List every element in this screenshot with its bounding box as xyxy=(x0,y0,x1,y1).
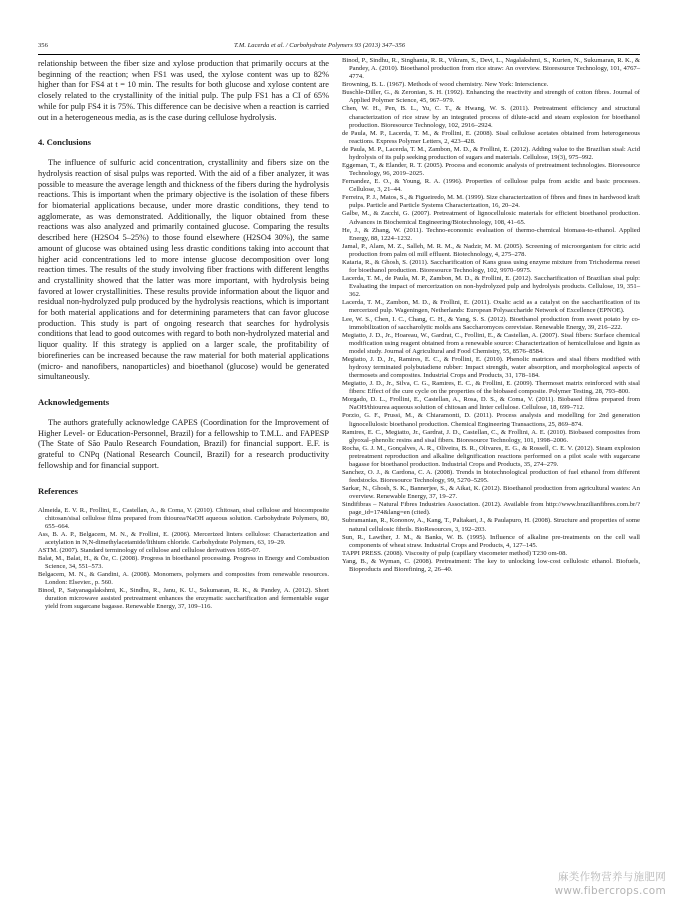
reference-item: He, J., & Zhang, W. (2011). Techno-economic evaluation of thermo-chemical biomass-to-ethanol. Applied Energy, 88, 1224–1232. xyxy=(342,226,640,242)
right-column xyxy=(342,57,640,574)
reference-item: Browning, B. L. (1967). Methods of wood chemistry. New York: Interscience. xyxy=(342,81,549,89)
reference-list-left xyxy=(38,507,329,612)
reference-item: Megiatto, J. D., Jr., Ramires, E. C., & Frollini, E. (2010). Phenolic matrices and sisal fibers modified with hydroxy terminated polybutadiene rubber: Impact strength, water absorption, and morphological aspects of thermosets and composites. Industrial Crops and Products, 31, 178–184. xyxy=(342,355,640,380)
reference-item: Sarkar, N., Ghosh, S. K., Bannerjee, S., & Aikat, K. (2012). Bioethanol production from agricultural wastes: An overview. Renewable Energy, 37, 19–27. xyxy=(342,485,640,501)
reference-item: TAPPI PRESS. (2008). Viscosity of pulp (capillary viscometer method) T230 om-08. xyxy=(342,549,568,557)
reference-item: Chen, W. H., Pen, B. L., Yu, C. T., & Hwang, W. S. (2011). Pretreatment efficiency and structural characterization of rice straw by an integrated process of dilute-acid and steam explosion for bioethanol production. Bioresource Technology, 102, 2916–2924. xyxy=(342,105,640,129)
reference-item: Eggeman, T., & Elander, R. T. (2005). Process and economic analysis of pretreatment technologies. Bioresource Technology, 96, 2019–2025. xyxy=(342,162,640,178)
reference-item: Sun, R., Lawther, J. M., & Banks, W. B. (1995). Influence of alkaline pre-treatments on the cell wall components of wheat straw. Industrial Crops and Products, 4, 127–145. xyxy=(342,533,640,549)
reference-item: Lacerda, T. M., de Paula, M. P., Zambon, M. D., & Frollini, E. (2012). Saccharification of Brazilian sisal pulp: Evaluating the impact of mercerization on non-hydrolyzed pulp and hydrolysis products. Cellulose, 19, 351–362. xyxy=(342,275,640,299)
reference-item: de Paula, M. P., Lacerda, T. M., Zambon, M. D., & Frollini, E. (2012). Adding value to the Brazilian sisal: Acid hydrolysis of its pulp seeking production of sugars and materials. Cellulose, 19(3), 975–992. xyxy=(342,145,640,161)
page-number: 356 xyxy=(38,42,48,49)
reference-item: Binod, P., Satyanagalakshmi, K., Sindhu, R., Janu, K. U., Sukumaran, R. K., & Pandey, A. (2012). Short duration microwave assisted pretreatment enhances the enzymatic saccharification and fermentable sugar yield from sugarcane bagasse. Renewable Energy, 37, 109–116. xyxy=(38,586,329,611)
reference-item: Subramanian, R., Kononov, A., Kang, T., Paltakari, J., & Paulapuro, H. (2008). Structure and properties of some natural cellulosic fibrils. BioResources, 3, 192–203. xyxy=(342,517,640,533)
reference-item: Ferreira, P. J., Matos, S., & Figueiredo, M. M. (1999). Size characterization of fibres and fines in hardwood kraft pulps. Particle and Particle Systems Characterization, 16, 20–24. xyxy=(342,194,640,210)
left-column xyxy=(38,59,329,611)
reference-item: Jamal, P., Alam, M. Z., Salleh, M. R. M., & Nadzir, M. M. (2005). Screening of microorganism for citric acid production from palm oil mill effluent. Biotechnology, 4, 275–278. xyxy=(342,242,640,258)
reference-item: Belgacem, M. N., & Gandini, A. (2008). Monomers, polymers and composites from renewable resources. London: Elsevier., p. 560. xyxy=(38,570,329,586)
header-rule xyxy=(38,54,640,55)
reference-item: Rocha, G. J. M., Gonçalves, A. R., Oliveira, B. R., Olivares, E. G., & Rossell, C. E. V. (2012). Steam explosion pretreatment reproduction and alkaline delignification reactions performed on a pilot scale with sugarcane bagasse for bioethanol production. Industrial Crops and Products, 35, 274–279. xyxy=(342,444,640,468)
reference-item: ASTM. (2007). Standard terminology of cellulose and cellulose derivatives 1695-07. xyxy=(38,546,261,554)
conclusions-heading: 4. Conclusions xyxy=(38,137,92,148)
running-head: T.M. Lacerda et al. / Carbohydrate Polymers 93 (2013) 347–356 xyxy=(234,42,406,49)
reference-item: Fernandez, E. O., & Young, R. A. (1996). Properties of cellulose pulps from acidic and basic processes. Cellulose, 3, 21–44. xyxy=(342,178,640,194)
watermark-chinese-text: 麻类作物营养与施肥网 xyxy=(558,871,666,883)
watermark-url: www.fibercrops.com xyxy=(554,885,666,897)
reference-item: Ass, B. A. P., Belgacem, M. N., & Frollini, E. (2006). Mercerized linters cellulose: Characterization and acetylation in N,N-dimethylacetamide/lithium chloride. Carbohydrate Polymers, 63, 19–29. xyxy=(38,530,329,546)
acknowledgements-heading: Acknowledgements xyxy=(38,396,110,407)
reference-item: Almeida, E. V. R., Frollini, E., Castellan, A., & Coma, V. (2010). Chitosan, sisal cellulose and biocomposite chitosan/sisal cellulose films prepared from thiourea/NaOH aqueous solution. Carbohydrate Polymers, 80, 655–664. xyxy=(38,506,329,530)
reference-item: Megiatto, J. D., Jr., Hoareau, W., Gardrat, C., Frollini, E., & Castellan, A. (2007). Sisal fibers: Surface chemical modification using reagent obtained from a renewable source: Characterization of hemicellulose and lignin as model study. Journal of Agricultural and Food Chemistry, 55, 8576–8584. xyxy=(342,331,640,355)
reference-item: Ramires, E. C., Megiatto, Jr., Gardrat, J. D., Castellan, C., & Frollini, A. E. (2010). Biobased composites from glyoxal–phenolic resins and sisal fibers. Bioresource Technology, 101, 1998–2006. xyxy=(342,428,640,444)
reference-item: Kataria, R., & Ghosh, S. (2011). Saccharification of Kans grass using enzyme mixture from Trichoderma reesei for bioethanol production. Bioresource Technology, 102, 9970–9975. xyxy=(342,258,640,275)
references-heading: References xyxy=(38,485,78,496)
reference-item: Yang, B., & Wyman, C. (2008). Pretreatment: The key to unlocking low-cost cellulosic ethanol. Biofuels, Bioproducts and Biorefining, 2, 26–40. xyxy=(342,557,640,573)
reference-item: de Paula, M. P., Lacerda, T. M., & Frollini, E. (2008). Sisal cellulose acetates obtained from heterogeneous reactions. Express Polymer Letters, 2, 423–428. xyxy=(342,129,640,145)
reference-item: Buschle-Diller, G., & Zeronian, S. H. (1992). Enhancing the reactivity and strength of cotton fibres. Journal of Applied Polymer Science, 45, 967–979. xyxy=(342,89,640,105)
reference-item: Megiatto, J. D., Jr., Silva, C. G., Ramires, E. C., & Frollini, E. (2009). Thermoset matrix reinforced with sisal fibers: Effect of the cure cycle on the properties of the biobased composite. Polymer Testing, 28, 793–800. xyxy=(342,380,640,396)
reference-list-right xyxy=(342,57,640,574)
reference-item: Galbe, M., & Zacchi, G. (2007). Pretreatment of lignocellulosic materials for efficient bioethanol production. Advances in Biochemical Engineering/Biotechnology, 108, 41–65. xyxy=(342,210,640,226)
acknowledgements-paragraph: The authors gratefully acknowledge CAPES (Coordination for the Improvement of Higher Level- or Education-Personnel, Brazil) for a fellowship to T.M.L. and FAPESP (The State of São Paulo Research Foundation, Brazil) for financial support. E.F. is grateful to CNPq (National Research Council, Brazil) for a research productivity fellowship and for financial support. xyxy=(38,417,329,470)
reference-item: Binod, P., Sindhu, R., Singhania, R. R., Vikram, S., Devi, L., Nagalakshmi, S., Kurien, N., Sukumaran, R. K., & Pandey, A. (2010). Bioethanol production from rice straw: An overview. Bioresource Technology, 101, 4767–4774. xyxy=(342,57,640,81)
reference-item: Lee, W. S., Chen, I. C., Chang, C. H., & Yang, S. S. (2012). Bioethanol production from sweet potato by co-immobilization of saccharolytic molds ans Saccharomyces cerevisiae. Renewable Energy, 39, 216–222. xyxy=(342,315,640,331)
conclusions-paragraph: The influence of sulfuric acid concentration, crystallinity and fibers size on the hydrolysis reaction of sisal pulps was reported. With the aid of a fiber analyzer, it was possible to measure the average length and thickness of the fibers during the hydrolysis reactions. This is important when the primary objective is the isolation of these fibers for biomaterial applications because, under more drastic conditions, they tend to agglomerate, as was demonstrated. Additionally, the liquor obtained from these reactions was also analyzed and primarily contained glucose. Comparing the results described here (H2SO4 5–25%) to those found elsewhere (H2SO4 30%), the same amount of glucose was obtained using less drastic conditions taking into account that higher acid concentrations led to more intense glucose decomposition over long reaction times. The results of the study involving fiber fractions with different lengths and crystallinity showed that the latter was more important, with hydrolysis being favored at lower crystallinities. These results provide information about the liquor and residual non-hydrolyzed pulp produced by the hydrolysis reactions, which is important for both material applications and for determining parameters that can favor glucose production. This study is part of ongoing research that searches for hydrolysis conditions that lead to good outcomes with regard to both non-hydrolyzed material and liquor quality. If this strategy is applied on a larger scale, the profitability of biorefineries can be increased because the raw material for both material applications (micro- and nanofibers, nanoparticles) and bioethanol (glucose) would be generated simultaneously. xyxy=(38,158,329,382)
reference-item: Sindifibras – Natural Fibres Industries Association. (2012). Available from http://www.brazilianfibres.com.br/?page_id=174&lang=en (cited). xyxy=(342,501,640,517)
intro-paragraph: relationship between the fiber size and xylose production that primarily occurs at the beginning of the reaction; when FS1 was used, the xylose content was up to 82% higher than for FS4 at t = 10 min. The results for both glucose and xylose content are closely related to the crystallinity of the initial pulp. The pulp FS1 has a CI of 65% while for pulp FS4 it is 75%. This difference can be decisive when a reaction is carried out in a heterogeneous media, as is the case during cellulose hydrolysis. xyxy=(38,59,329,122)
reference-item: Porzio, G. F., Prussi, M., & Chiaramonti, D. (2011). Process analysis and modelling for 2nd generation lignocellulosic bioethanol production. Chemical Engineering Transactions, 25, 869–874. xyxy=(342,412,640,428)
reference-item: Balat, M., Balat, H., & Öz, C. (2008). Progress in bioethanol processing. Progress in Energy and Combustion Science, 34, 551–573. xyxy=(38,554,329,570)
reference-item: Morgado, D. L., Frollini, E., Castellan, A., Rosa, D. S., & Coma, V. (2011). Biobased films prepared from NaOH/thiourea aqueous solution of chitosan and linter cellulose. Cellulose, 18, 699–712. xyxy=(342,396,640,412)
reference-item: Lacerda, T. M., Zambon, M. D., & Frollini, E. (2011). Oxalic acid as a catalyst on the saccharification of its mercerized pulp. Wageningen, Netherlands: European Polysaccharide Network of Excellence (EPNOE). xyxy=(342,299,640,315)
reference-item: Sanchez, O. J., & Cardona, C. A. (2008). Trends in biotechnological production of fuel ethanol from different feedstocks. Bioresource Technology, 99, 5270–5295. xyxy=(342,468,640,485)
page-header xyxy=(38,40,640,52)
site-watermark xyxy=(554,869,666,897)
